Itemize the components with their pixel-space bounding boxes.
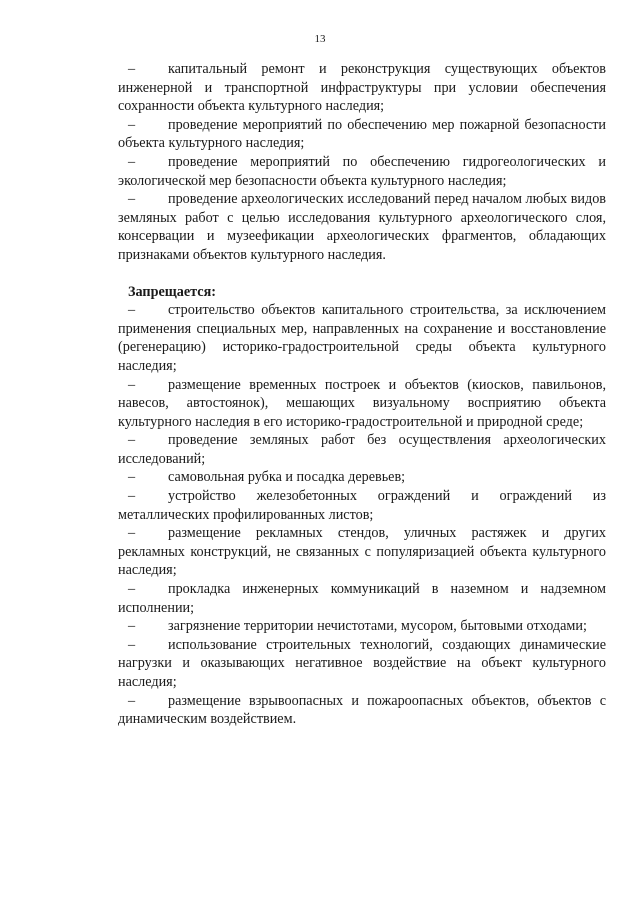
list-item-text: капитальный ремонт и реконструкция существующих объектов инженерной и транспортной инфраструктуры при условии обеспечения сохранности объекта культурного наследия;: [118, 61, 606, 115]
list-item: [118, 524, 606, 580]
permitted-list: [118, 60, 606, 265]
list-item: [118, 580, 606, 617]
list-item-text: размещение рекламных стендов, уличных растяжек и других рекламных конструкций, не связанных с популяризацией объекта культурного наследия;: [118, 525, 606, 579]
list-item: [118, 468, 606, 487]
list-item: [118, 60, 606, 116]
dash-marker: –: [128, 618, 136, 635]
document-body: [118, 60, 606, 729]
list-item: [118, 301, 606, 375]
list-item: [118, 190, 606, 264]
list-item-text: размещение временных построек и объектов (киосков, павильонов, навесов, автостоянок), мешающих визуальному восприятию объекта культурного наследия в его историко-градостроительной и природной среде;: [118, 376, 606, 430]
list-item-text: прокладка инженерных коммуникаций в наземном и надземном исполнении;: [118, 581, 606, 616]
list-item: [118, 153, 606, 190]
list-item: [118, 376, 606, 432]
list-item: [118, 617, 606, 636]
section-heading: Запрещается:: [128, 283, 216, 300]
list-item-text: устройство железобетонных ограждений и ограждений из металлических профилированных листов;: [118, 488, 606, 523]
dash-marker: –: [128, 432, 136, 449]
list-item-text: проведение археологических исследований перед началом любых видов земляных работ с целью исследования культурного археологического слоя, консервации и музеефикации археологических фрагментов, обладающих признаками объектов культурного наследия.: [118, 191, 606, 263]
dash-marker: –: [128, 376, 136, 393]
dash-marker: –: [128, 469, 136, 486]
list-item-text: использование строительных технологий, создающих динамические нагрузки и оказывающих негативное воздействие на объект культурного наследия;: [118, 636, 606, 690]
dash-marker: –: [128, 581, 136, 598]
list-item-text: строительство объектов капитального строительства, за исключением применения специальных мер, направленных на сохранение и восстановление (регенерацию) историко-градостроительной среды объекта культурного наследия;: [118, 302, 606, 374]
dash-marker: –: [128, 488, 136, 505]
list-item-text: проведение мероприятий по обеспечению мер пожарной безопасности объекта культурного наследия;: [118, 116, 606, 152]
list-item-text: проведение мероприятий по обеспечению гидрогеологических и экологической мер безопасности объекта культурного наследия;: [118, 153, 606, 189]
prohibited-list: [118, 301, 606, 729]
list-item-text: размещение взрывоопасных и пожароопасных объектов, объектов с динамическим воздействием.: [118, 692, 606, 728]
list-item: [118, 431, 606, 468]
dash-marker: –: [128, 61, 136, 77]
dash-marker: –: [128, 191, 136, 208]
list-item-text: самовольная рубка и посадка деревьев;: [168, 469, 406, 486]
dash-marker: –: [128, 302, 136, 319]
list-item: [118, 636, 606, 692]
dash-marker: –: [128, 116, 136, 133]
list-item-text: проведение земляных работ без осуществления археологических исследований;: [118, 432, 606, 467]
dash-marker: –: [128, 525, 136, 542]
list-item: [118, 692, 606, 729]
page-number: 13: [314, 33, 326, 45]
dash-marker: –: [128, 692, 136, 709]
dash-marker: –: [128, 153, 136, 170]
list-item-text: загрязнение территории нечистотами, мусором, бытовыми отходами;: [168, 618, 587, 635]
list-item: [118, 116, 606, 153]
dash-marker: –: [128, 636, 136, 653]
list-item: [118, 487, 606, 524]
